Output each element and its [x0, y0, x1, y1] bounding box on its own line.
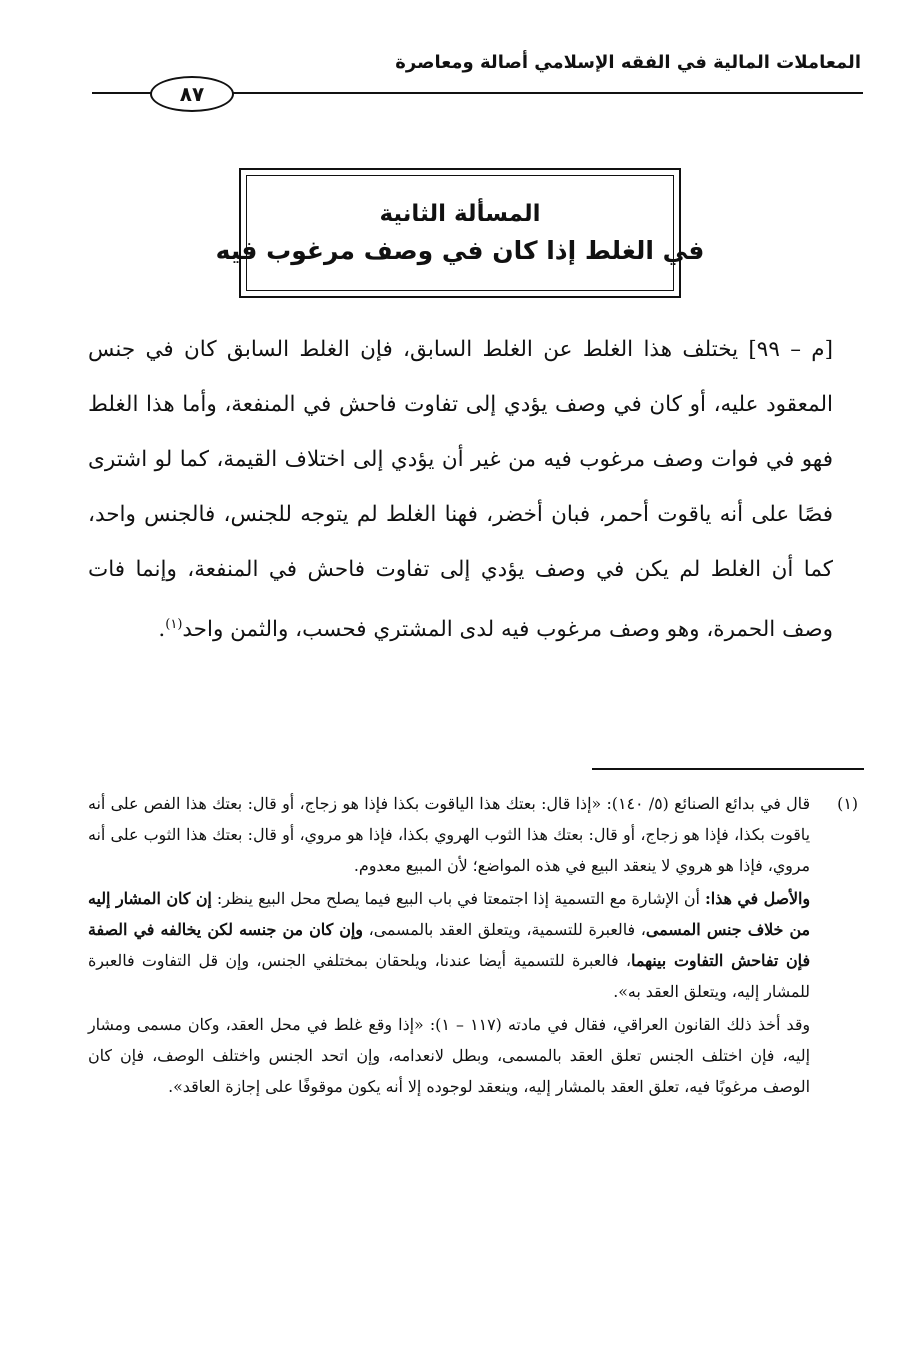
paragraph-end: .: [158, 617, 166, 643]
footnote-paragraph-3: وقد أخذ ذلك القانون العراقي، فقال في مادته (١١٧ – ١): «إذا وقع غلط في محل العقد، وكان مسمى ومشار إليه، فإن اختلف الجنس تعلق العقد بالمسمى، وبطل لانعدامه، وإن اتحد الجنس واختلف الوصف، فإن كان الوصف مرغوبًا فيه، تعلق العقد بالمشار إليه، وينعقد لوجوده إلا أنه يكون موقوفًا على إجازة العاقد».: [88, 1015, 810, 1096]
main-paragraph-text: [م – ٩٩] يختلف هذا الغلط عن الغلط السابق، فإن الغلط السابق كان في جنس المعقود عليه، أو كان في وصف يؤدي إلى تفاوت فاحش في المنفعة، وأما هذا الغلط فهو في فوات وصف مرغوب فيه من غير أن يؤدي إلى اختلاف القيمة، كما لو اشترى فصًا على أنه ياقوت أحمر، فبان أخضر، فهنا الغلط لم يتوجه للجنس، فالجنس واحد، كما أن الغلط لم يكن في وصف يؤدي إلى تفاوت فاحش في المنفعة، وإنما فات وصف الحمرة، وهو وصف مرغوب فيه لدى المشتري فحسب، والثمن واحد: [88, 337, 833, 643]
footnote-emphasis-2: وإن كان من جنسه لكن يخالفه في الصفة فإن تفاحش التفاوت بينهما: [88, 920, 811, 970]
footnote-paragraph-1: قال في بدائع الصنائع (٥/ ١٤٠): «إذا قال: بعتك هذا الياقوت بكذا فإذا هو زجاج، أو قال: بعتك هذا الفص على أنه ياقوت بكذا، فإذا هو زجاج، أو قال: بعتك هذا الثوب الهروي بكذا، فإذا هو مروي، أو قال: بعتك هذا الثوب على أنه مروي، فإذا هو هروي لا ينعقد البيع في هذه المواضع؛ لأن المبيع معدوم.: [88, 794, 811, 875]
footnote-text-c: ، فالعبرة للتسمية، ويتعلق العقد بالمسمى،: [362, 920, 646, 939]
footnote-area: [88, 788, 858, 1102]
footnote-text-e: ، فالعبرة للتسمية أيضا عندنا، ويلحقان بمختلفي الجنس، وإن قل التفاوت فالعبرة للمشار إليه، ويتعلق العقد به».: [88, 951, 810, 1001]
section-title-box: [215, 168, 705, 298]
footnote-body: [88, 788, 810, 1102]
footnote-separator: [592, 768, 864, 770]
footnote-paragraph-2: [88, 883, 810, 1007]
footnote-emphasis-1: إن كان المشار إليه من خلاف جنس المسمى: [88, 889, 810, 939]
footnote-number: (١): [837, 794, 858, 813]
footnote-lead: والأصل في هذا:: [704, 889, 810, 908]
main-paragraph: [88, 322, 833, 657]
footnote-text-a: أن الإشارة مع التسمية إذا اجتمعتا في باب البيع فيما يصلح محل البيع ينظر:: [211, 889, 705, 908]
section-subtitle: في الغلط إذا كان في وصف مرغوب فيه: [215, 235, 705, 265]
page-number: ٨٧: [150, 76, 234, 112]
running-header-title: المعاملات المالية في الفقه الإسلامي أصالة ومعاصرة: [395, 52, 861, 73]
section-title: المسألة الثانية: [379, 201, 541, 227]
footnote-reference: (١): [165, 617, 183, 632]
section-title-frame: [215, 175, 705, 291]
